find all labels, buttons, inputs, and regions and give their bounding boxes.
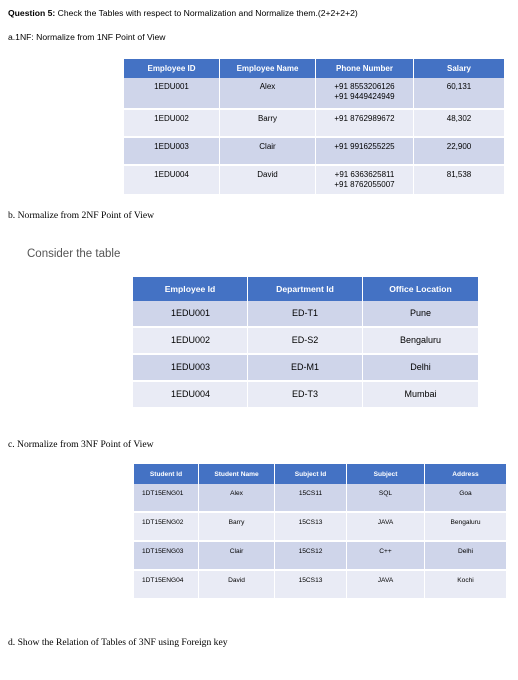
column-header: Phone Number [316,59,414,78]
employee-id-cell: 1EDU003 [124,138,220,166]
employee-name-cell: Barry [220,110,316,138]
column-header: Student Name [199,464,275,484]
employee-id-cell: 1EDU001 [133,301,248,328]
subject-id-cell: 15CS11 [275,484,347,513]
student-id-cell: 1DT15ENG01 [134,484,199,513]
phone-number: +91 9449424949 [334,92,395,101]
subject-cell: SQL [347,484,425,513]
salary-cell: 60,131 [414,78,504,110]
phone-number: +91 8762989672 [334,114,395,123]
column-header: Employee Name [220,59,316,78]
department-id-cell: ED-T3 [248,382,363,409]
subject-id-cell: 15CS13 [275,513,347,542]
office-location-cell: Mumbai [363,382,478,409]
phone-number: +91 6363625811 [334,170,395,179]
student-name-cell: David [199,571,275,600]
student-name-cell: Alex [199,484,275,513]
column-header: Employee ID [124,59,220,78]
phone-number: +91 8553206126 [334,82,395,91]
column-header: Address [425,464,506,484]
student-id-cell: 1DT15ENG03 [134,542,199,571]
table-row [133,328,478,355]
table-1nf [124,59,504,196]
employee-id-cell: 1EDU001 [124,78,220,110]
table-row [134,571,506,600]
address-cell: Goa [425,484,506,513]
salary-cell: 81,538 [414,166,504,196]
table-row [133,301,478,328]
employee-name-cell: Alex [220,78,316,110]
consider-text: Consider the table [27,248,121,260]
department-id-cell: ED-S2 [248,328,363,355]
column-header: Employee Id [133,277,248,301]
table-row [134,542,506,571]
table-header-row [124,59,504,78]
employee-name-cell: David [220,166,316,196]
subject-cell: JAVA [347,571,425,600]
office-location-cell: Delhi [363,355,478,382]
employee-name-cell: Clair [220,138,316,166]
phone-number-cell [316,138,414,166]
employee-id-cell: 1EDU004 [133,382,248,409]
section-a-heading: a.1NF: Normalize from 1NF Point of View [8,32,166,42]
table-row [134,513,506,542]
column-header: Office Location [363,277,478,301]
column-header: Subject Id [275,464,347,484]
table-header-row [133,277,478,301]
student-name-cell: Barry [199,513,275,542]
question-text: Check the Tables with respect to Normalization and Normalize them.(2+2+2+2) [57,8,358,18]
office-location-cell: Pune [363,301,478,328]
phone-number-cell [316,78,414,110]
table-header-row [134,464,506,484]
department-id-cell: ED-M1 [248,355,363,382]
column-header: Student Id [134,464,199,484]
salary-cell: 22,900 [414,138,504,166]
question-title [8,8,358,18]
table-row [124,110,504,138]
table-row [134,484,506,513]
section-d-heading: d. Show the Relation of Tables of 3NF using Foreign key [8,637,228,648]
section-b-heading: b. Normalize from 2NF Point of View [8,210,155,221]
table-row [133,355,478,382]
phone-number: +91 8762055007 [334,180,395,189]
employee-id-cell: 1EDU004 [124,166,220,196]
employee-id-cell: 1EDU003 [133,355,248,382]
address-cell: Bengaluru [425,513,506,542]
table-row [124,138,504,166]
table-row [124,78,504,110]
column-header: Salary [414,59,504,78]
department-id-cell: ED-T1 [248,301,363,328]
student-id-cell: 1DT15ENG04 [134,571,199,600]
subject-cell: JAVA [347,513,425,542]
column-header: Subject [347,464,425,484]
subject-cell: C++ [347,542,425,571]
column-header: Department Id [248,277,363,301]
section-c-heading: c. Normalize from 3NF Point of View [8,439,154,450]
phone-number-cell [316,166,414,196]
address-cell: Kochi [425,571,506,600]
student-name-cell: Clair [199,542,275,571]
employee-id-cell: 1EDU002 [133,328,248,355]
table-3nf [134,464,506,600]
table-2nf [133,277,478,409]
subject-id-cell: 15CS12 [275,542,347,571]
subject-id-cell: 15CS13 [275,571,347,600]
student-id-cell: 1DT15ENG02 [134,513,199,542]
employee-id-cell: 1EDU002 [124,110,220,138]
table-row [133,382,478,409]
question-label: Question 5: [8,8,56,18]
phone-number-cell [316,110,414,138]
address-cell: Delhi [425,542,506,571]
office-location-cell: Bengaluru [363,328,478,355]
salary-cell: 48,302 [414,110,504,138]
phone-number: +91 9916255225 [334,142,395,151]
table-row [124,166,504,196]
